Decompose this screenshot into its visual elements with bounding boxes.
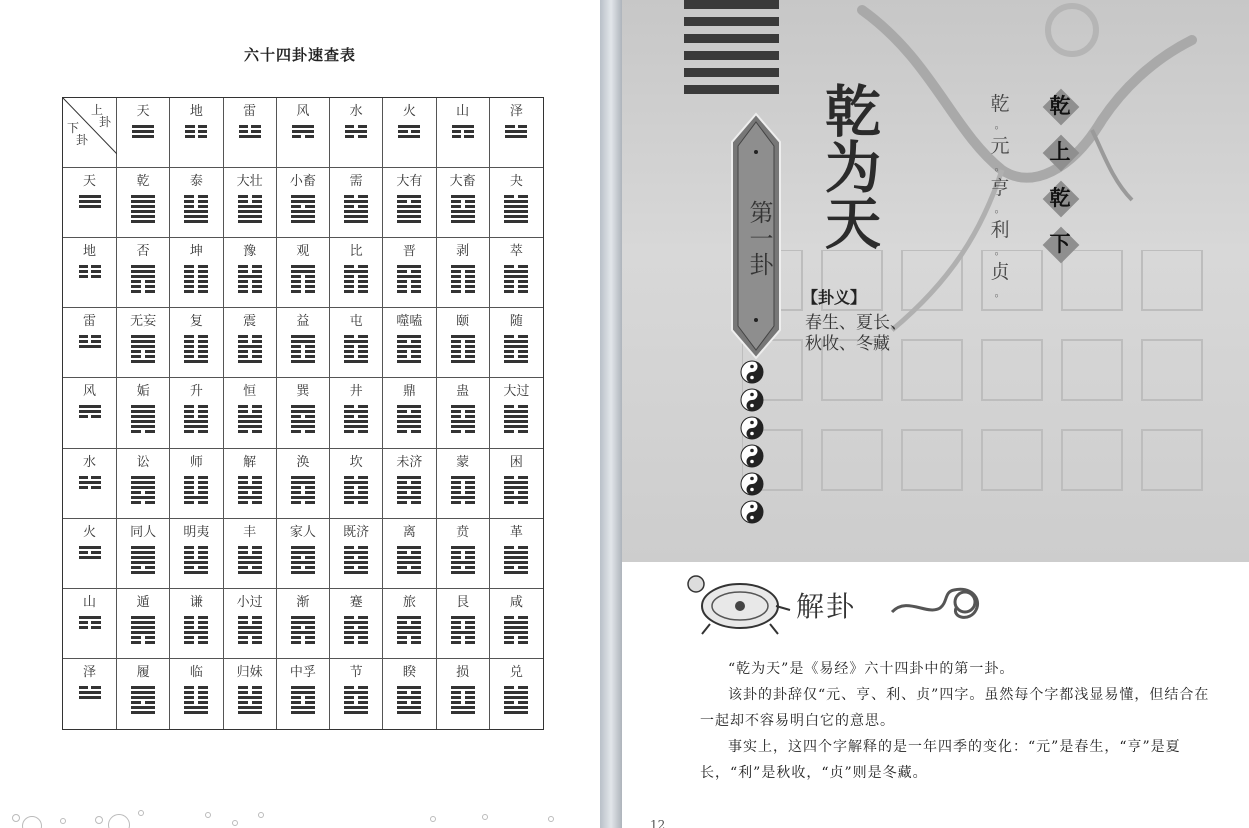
hexagram-symbol [451, 686, 475, 714]
hexagram-cell: 谦 [170, 589, 223, 659]
hexagram-cell: 需 [330, 168, 383, 238]
hexagram-symbol [291, 546, 315, 574]
trigram-symbol [505, 125, 527, 138]
hexagram-symbol [238, 686, 262, 714]
book-spine [600, 0, 622, 828]
hexagram-symbol [131, 265, 155, 293]
hexagram-symbol [184, 476, 208, 504]
hexagram-symbol [397, 265, 421, 293]
hexagram-symbol [131, 195, 155, 223]
hexagram-cell: 家人 [277, 519, 330, 589]
judgment-vertical: 乾 。 元 。 亨 。 利 。 贞 。 [990, 93, 1010, 299]
hexagram-cell: 井 [330, 378, 383, 448]
hexagram-symbol [397, 616, 421, 644]
hexagram-cell: 大壮 [224, 168, 277, 238]
hexagram-symbol [397, 335, 421, 363]
column-header: 雷 [224, 98, 277, 168]
hexagram-symbol [291, 195, 315, 223]
column-header: 火 [383, 98, 436, 168]
hexagram-cell: 大畜 [437, 168, 490, 238]
hexagram-symbol [184, 405, 208, 433]
hexagram-symbol [397, 405, 421, 433]
hexagram-symbol [238, 265, 262, 293]
hexagram-symbol [451, 265, 475, 293]
row-header: 山 [63, 589, 117, 659]
hexagram-symbol [344, 265, 368, 293]
hexagram-cell: 大有 [383, 168, 436, 238]
row-header: 水 [63, 449, 117, 519]
hexagram-title: 乾为天 [816, 82, 882, 250]
hexagram-symbol [344, 405, 368, 433]
hexagram-cell: 升 [170, 378, 223, 448]
hexagram-symbol [238, 335, 262, 363]
hexagram-symbol [397, 686, 421, 714]
hexagram-cell: 兑 [490, 659, 543, 729]
paragraph-3: 事实上，这四个字解释的是一年四季的变化：“元”是春生，“亨”是夏长，“利”是秋收，“贞”则是冬藏。 [700, 739, 1181, 781]
trigram-symbol [239, 125, 261, 138]
hexagram-symbol [291, 265, 315, 293]
hexagram-symbol [504, 405, 528, 433]
row-header: 雷 [63, 308, 117, 378]
hexagram-cell: 坎 [330, 449, 383, 519]
hexagram-cell: 离 [383, 519, 436, 589]
hexagram-cell: 姤 [117, 378, 170, 448]
row-header: 火 [63, 519, 117, 589]
yinyang-icon [740, 416, 764, 440]
hexagram-symbol [291, 616, 315, 644]
left-page [0, 0, 600, 828]
hexagram-cell: 蹇 [330, 589, 383, 659]
row-header: 泽 [63, 659, 117, 729]
trigram-symbol [79, 265, 101, 278]
trigram-symbol [79, 476, 101, 489]
hexagram-symbol [451, 546, 475, 574]
hexagram-cell: 蛊 [437, 378, 490, 448]
hexagram-cell: 坤 [170, 238, 223, 308]
hexagram-cell: 中孚 [277, 659, 330, 729]
hexagram-symbol [504, 265, 528, 293]
hexagram-cell: 观 [277, 238, 330, 308]
hexagram-symbol [184, 195, 208, 223]
hexagram-symbol [504, 686, 528, 714]
hexagram-cell: 临 [170, 659, 223, 729]
header-illustration [622, 0, 1249, 562]
page-number: 12 [650, 818, 666, 828]
meaning-text: 春生、夏长、 秋收、冬藏 [805, 313, 907, 354]
hexagram-cell: 明夷 [170, 519, 223, 589]
hexagram-cell: 巽 [277, 378, 330, 448]
hexagram-cell: 节 [330, 659, 383, 729]
hexagram-cell: 革 [490, 519, 543, 589]
hexagram-cell: 无妄 [117, 308, 170, 378]
hexagram-cell: 未济 [383, 449, 436, 519]
hexagram-cell: 恒 [224, 378, 277, 448]
yinyang-icon [740, 388, 764, 412]
trigram-symbol [79, 686, 101, 699]
hexagram-symbol [344, 476, 368, 504]
hexagram-symbol [291, 476, 315, 504]
hexagram-cell: 遁 [117, 589, 170, 659]
yinyang-icons [740, 360, 764, 528]
yinyang-icon [740, 472, 764, 496]
hexagram-cell: 泰 [170, 168, 223, 238]
hexagram-ordinal: 第一卦 [745, 200, 773, 278]
column-header: 水 [330, 98, 383, 168]
hexagram-symbol [238, 546, 262, 574]
hexagram-symbol [238, 476, 262, 504]
hexagram-cell: 随 [490, 308, 543, 378]
hexagram-symbol [344, 195, 368, 223]
hexagram-cell: 剥 [437, 238, 490, 308]
hexagram-cell: 既济 [330, 519, 383, 589]
hexagram-symbol [344, 686, 368, 714]
hexagram-cell: 渐 [277, 589, 330, 659]
hexagram-cell: 大过 [490, 378, 543, 448]
decorative-circles [0, 810, 600, 828]
hexagram-symbol [451, 616, 475, 644]
hexagram-cell: 鼎 [383, 378, 436, 448]
row-header: 风 [63, 378, 117, 448]
hexagram-cell: 师 [170, 449, 223, 519]
hexagram-symbol [344, 335, 368, 363]
hexagram-cell: 夬 [490, 168, 543, 238]
hexagram-symbol [504, 195, 528, 223]
hexagram-cell: 蒙 [437, 449, 490, 519]
hexagram-symbol [344, 616, 368, 644]
hexagram-cell: 小畜 [277, 168, 330, 238]
trigram-symbol [398, 125, 420, 138]
hexagram-cell: 艮 [437, 589, 490, 659]
hexagram-symbol [184, 616, 208, 644]
hexagram-symbol [504, 616, 528, 644]
hexagram-symbol [291, 686, 315, 714]
hexagram-symbol [451, 476, 475, 504]
hexagram-cell: 涣 [277, 449, 330, 519]
yinyang-icon [740, 360, 764, 384]
trigram-symbol [79, 546, 101, 559]
hexagram-symbol [184, 546, 208, 574]
hexagram-symbol [397, 546, 421, 574]
hexagram-cell: 震 [224, 308, 277, 378]
hexagram-cell: 困 [490, 449, 543, 519]
column-header: 地 [170, 98, 223, 168]
row-header: 地 [63, 238, 117, 308]
hexagram-symbol [504, 546, 528, 574]
hexagram-cell: 益 [277, 308, 330, 378]
hexagram-symbol [238, 405, 262, 433]
paragraph-1: “乾为天”是《易经》六十四卦中的第一卦。 [728, 661, 1015, 677]
hexagram-symbol [504, 335, 528, 363]
hexagram-cell: 咸 [490, 589, 543, 659]
hexagram-symbol [184, 335, 208, 363]
hexagram-cell: 复 [170, 308, 223, 378]
hexagram-symbol [238, 616, 262, 644]
trigram-symbol [345, 125, 367, 138]
trigram-bars [684, 0, 779, 102]
paragraph-2: 该卦的卦辞仅“元、亨、利、贞”四字。虽然每个字都浅显易懂，但结合在一起却不容易明白它的意思。 [700, 687, 1210, 729]
hexagram-symbol [184, 265, 208, 293]
trigram-symbol [79, 405, 101, 418]
hexagram-cell: 履 [117, 659, 170, 729]
table-corner: 上 卦 下 卦 [63, 98, 117, 168]
hexagram-cell: 归妹 [224, 659, 277, 729]
hexagram-cell: 豫 [224, 238, 277, 308]
yinyang-icon [740, 444, 764, 468]
page-title: 六十四卦速查表 [243, 46, 356, 64]
hexagram-symbol [344, 546, 368, 574]
trigram-symbol [79, 335, 101, 348]
hexagram-cell: 否 [117, 238, 170, 308]
yinyang-icon [740, 500, 764, 524]
hexagram-symbol [238, 195, 262, 223]
hexagram-symbol [451, 195, 475, 223]
hexagram-cell: 损 [437, 659, 490, 729]
hexagram-symbol [291, 405, 315, 433]
trigram-symbol [185, 125, 207, 138]
hexagram-cell: 同人 [117, 519, 170, 589]
right-page [622, 0, 1249, 828]
section-title: 解卦 [796, 590, 857, 623]
hexagram-symbol [451, 335, 475, 363]
trigram-symbol [132, 125, 154, 138]
hexagram-cell: 旅 [383, 589, 436, 659]
trigram-symbol [79, 616, 101, 629]
trigram-symbol [452, 125, 474, 138]
hexagram-cell: 贲 [437, 519, 490, 589]
column-header: 山 [437, 98, 490, 168]
hexagram-symbol [397, 476, 421, 504]
hexagram-cell: 晋 [383, 238, 436, 308]
hexagram-cell: 比 [330, 238, 383, 308]
hexagram-symbol [131, 686, 155, 714]
hexagram-cell: 丰 [224, 519, 277, 589]
hexagram-symbol [131, 335, 155, 363]
hexagram-cell: 小过 [224, 589, 277, 659]
column-header: 风 [277, 98, 330, 168]
hexagram-symbol [504, 476, 528, 504]
hexagram-cell: 颐 [437, 308, 490, 378]
hexagram-symbol [184, 686, 208, 714]
trigram-symbol [79, 195, 101, 208]
hexagram-symbol [131, 405, 155, 433]
hexagram-cell: 睽 [383, 659, 436, 729]
hexagram-cell: 萃 [490, 238, 543, 308]
hexagram-symbol [131, 476, 155, 504]
column-header: 天 [117, 98, 170, 168]
row-header: 天 [63, 168, 117, 238]
hexagram-cell: 噬嗑 [383, 308, 436, 378]
hexagram-symbol [451, 405, 475, 433]
hexagram-symbol [291, 335, 315, 363]
hexagram-symbol [397, 195, 421, 223]
hexagram-cell: 屯 [330, 308, 383, 378]
hexagram-symbol [131, 546, 155, 574]
hexagram-symbol [131, 616, 155, 644]
meaning-label: 【卦义】 [802, 288, 867, 307]
hexagram-cell: 解 [224, 449, 277, 519]
hexagram-cell: 讼 [117, 449, 170, 519]
hexagram-cell: 乾 [117, 168, 170, 238]
trigram-symbol [292, 125, 314, 138]
hexagram-table [62, 97, 544, 730]
trigram-composition: 乾 上 乾 下 [1040, 86, 1080, 270]
turtle-cloud-decoration [682, 568, 1062, 638]
column-header: 泽 [490, 98, 543, 168]
